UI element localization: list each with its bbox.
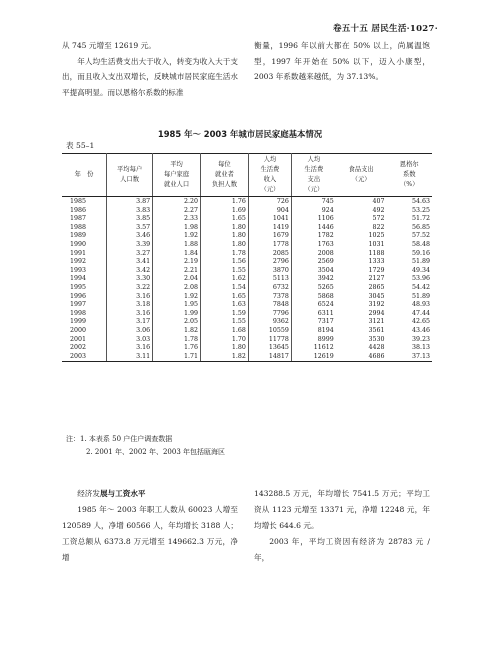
household-statistics-table [62, 153, 432, 362]
year-cell: 2003 [62, 353, 107, 362]
table-cell: 3.30 [107, 275, 153, 284]
column-header-line: 就业人口 [163, 181, 190, 188]
table-cell: 6732 [248, 284, 291, 293]
table-cell: 1.76 [200, 197, 248, 207]
table-row [62, 207, 432, 216]
intro-paragraph: 衡量，1996 年以前大都在 50% 以上，尚属温饱型，1997 年开始在 50% 以下，迈入小康型，2003 年系数越来越低，为 37.13%。 [254, 41, 430, 81]
table-cell: 9362 [248, 318, 291, 327]
table-cell: 492 [372, 206, 385, 214]
column-header-line: 生活费 [260, 166, 280, 173]
intro-text [62, 38, 430, 100]
table-cell: 1778 [248, 241, 291, 250]
table-cell: 7378 [248, 293, 291, 302]
table-cell: 1.80 [200, 232, 248, 241]
table-cell: 3942 [317, 275, 334, 283]
column-header-line: 每户家庭 [163, 171, 190, 178]
table-cell: 12619 [291, 353, 335, 362]
table-cell: 4428 [368, 344, 385, 352]
table-cell: 1.78 [200, 250, 248, 259]
year-cell: 1991 [62, 250, 107, 259]
column-header [107, 154, 153, 197]
column-header-line: 系数 [402, 171, 416, 178]
table-cell: 1.82 [200, 353, 248, 362]
table-cell: 1.98 [153, 224, 201, 233]
body-text [62, 486, 430, 566]
column-header-line: （元） [260, 186, 280, 193]
table-row [62, 344, 432, 353]
table-cell: 1.95 [153, 301, 201, 310]
column-header-line: （%） [399, 181, 419, 188]
year-cell: 1999 [62, 318, 107, 327]
year-cell: 1990 [62, 241, 107, 250]
body-left-column [62, 486, 238, 566]
column-header-line: 收入 [263, 176, 277, 183]
table-row [62, 232, 432, 241]
column-header-line: （元） [351, 176, 371, 183]
table-cell: 1.62 [200, 275, 248, 284]
column-header [291, 154, 335, 197]
column-header-line: 平均 [170, 161, 183, 168]
column-header-line: 就业者 [214, 171, 234, 178]
year-cell: 2002 [62, 344, 107, 353]
table-cell: 2796 [248, 258, 291, 267]
table-cell: 54.42 [411, 283, 430, 291]
table-cell: 1.84 [153, 250, 201, 259]
table-cell: 1.55 [200, 318, 248, 327]
table-cell: 3870 [248, 267, 291, 276]
column-header-line: （元） [304, 186, 324, 193]
table-row [62, 293, 432, 302]
table-cell: 3192 [368, 301, 385, 309]
year-cell: 1992 [62, 258, 107, 267]
table-cell: 3.42 [107, 267, 153, 276]
table-cell: 1.80 [200, 344, 248, 353]
table-cell: 11778 [248, 336, 291, 345]
table-cell: 2994 [368, 309, 385, 317]
intro-right-column [254, 38, 430, 100]
table-cell: 51.72 [411, 215, 430, 223]
year-cell: 1993 [62, 267, 107, 276]
table-row [62, 224, 432, 233]
table-row [62, 267, 432, 276]
table-cell: 57.52 [411, 232, 430, 240]
body-paragraph: 143288.5 万元，年均增长 7541.5 万元；平均工资从 1123 元增至 13371 元，净增 12248 元，年均增长 644.6 元。 [254, 489, 430, 530]
table-row [62, 250, 432, 259]
column-header-line: 恩格尔 [399, 161, 419, 168]
table-cell: 6524 [317, 301, 334, 309]
table-cell: 1.76 [153, 344, 201, 353]
table-cell: 4686 [336, 353, 387, 362]
table-cell: 39.23 [411, 335, 430, 343]
table-cell: 2865 [368, 283, 385, 291]
table-cell: 13645 [248, 344, 291, 353]
table-cell: 2008 [317, 249, 334, 257]
table-cell: 3.85 [107, 215, 153, 224]
table-cell: 1.63 [200, 301, 248, 310]
table-cell: 7317 [317, 318, 334, 326]
table-cell: 1.82 [153, 327, 201, 336]
body-right-column [254, 486, 430, 566]
table-row [62, 284, 432, 293]
year-cell: 1986 [62, 207, 107, 216]
table-row [62, 310, 432, 319]
table-cell: 47.44 [411, 309, 430, 317]
table-cell: 1025 [368, 232, 385, 240]
column-header-line: 生活费 [304, 166, 324, 173]
table-row [62, 215, 432, 224]
table-cell: 3.16 [107, 344, 153, 353]
table-cell: 1.69 [200, 207, 248, 216]
table-cell: 3504 [317, 266, 334, 274]
table-cell: 1.65 [200, 215, 248, 224]
table-cell: 2.21 [153, 267, 201, 276]
table-cell: 2.20 [153, 197, 201, 207]
table-cell: 42.65 [411, 318, 430, 326]
table-cell: 1.70 [200, 336, 248, 345]
table-row [62, 318, 432, 327]
year-cell: 1996 [62, 293, 107, 302]
column-header [153, 154, 201, 197]
table-cell: 58.48 [411, 240, 430, 248]
year-cell: 1998 [62, 310, 107, 319]
table-cell: 3.83 [107, 207, 153, 216]
table-cell: 2569 [317, 258, 334, 266]
table-cell: 1.68 [200, 327, 248, 336]
table-cell: 3.17 [107, 318, 153, 327]
table-cell: 1.99 [153, 310, 201, 319]
year-cell: 1985 [62, 197, 107, 207]
year-cell: 1997 [62, 301, 107, 310]
table-row [62, 353, 432, 362]
table-cell: 572 [372, 215, 385, 223]
table-cell: 1041 [248, 215, 291, 224]
table-cell: 3.41 [107, 258, 153, 267]
table-cell: 53.96 [411, 275, 430, 283]
year-cell: 1995 [62, 284, 107, 293]
table-cell: 1782 [317, 232, 334, 240]
table-cell: 7848 [248, 301, 291, 310]
table-note: 2. 2001 年、2002 年、2003 年包括瓯海区 [86, 448, 226, 456]
table-note: 注：1. 本表系 50 户住户调查数据 [66, 435, 173, 443]
table-cell: 726 [248, 197, 291, 207]
table-cell: 407 [372, 198, 385, 205]
table-cell: 3.39 [107, 241, 153, 250]
table-cell: 8194 [317, 326, 334, 334]
body-paragraph: 2003 年，平均工资因有经济为 28783 元 / 年， [254, 537, 430, 562]
table-cell: 51.89 [411, 292, 430, 300]
column-header-line: 支出 [307, 176, 321, 183]
table-cell: 1.92 [153, 293, 201, 302]
table-cell: 3.22 [107, 284, 153, 293]
table-row [62, 275, 432, 284]
body-paragraph: 1985 年～ 2003 年职工人数从 60023 人增至 120589 人，净增 60566 人，年均增长 3188 人；工资总额从 6373.8 万元增至 149662.3 万元，净增 [62, 505, 238, 562]
table-cell: 1.78 [153, 336, 201, 345]
table-cell: 3.03 [107, 336, 153, 345]
year-cell: 2001 [62, 336, 107, 345]
table-cell: 3.16 [107, 310, 153, 319]
table-cell: 1729 [368, 266, 385, 274]
table-cell: 51.89 [411, 258, 430, 266]
table-cell: 3.46 [107, 232, 153, 241]
table-cell: 1.71 [153, 353, 201, 362]
table-cell: 7796 [248, 310, 291, 319]
table-cell: 3045 [368, 292, 385, 300]
table-cell: 11612 [313, 344, 334, 352]
intro-paragraph: 从 745 元增至 12619 元。 [62, 41, 156, 50]
table-cell: 59.16 [411, 249, 430, 257]
table-cell: 1763 [317, 240, 334, 248]
column-header-line: 食品支出 [348, 166, 374, 173]
table-cell: 49.34 [411, 266, 430, 274]
table-cell: 1446 [317, 223, 334, 231]
column-header-line: 平均每户 [116, 166, 143, 173]
table-cell: 1679 [248, 232, 291, 241]
table-row [62, 327, 432, 336]
table-cell: 38.13 [411, 344, 430, 352]
table-cell: 8999 [317, 335, 334, 343]
column-header [336, 154, 387, 197]
table-cell: 1.56 [200, 258, 248, 267]
running-head: 卷五十五 居民生活·1027· [332, 24, 438, 34]
table-cell: 1.55 [200, 267, 248, 276]
column-header-line: 每位 [218, 161, 231, 168]
column-header [387, 154, 433, 197]
table-cell: 2.19 [153, 258, 201, 267]
table-cell: 3121 [368, 318, 385, 326]
table-cell: 5868 [317, 292, 334, 300]
table-number: 表 55–1 [66, 141, 95, 150]
table-cell: 1333 [368, 258, 385, 266]
column-header-line: 人均 [307, 156, 321, 163]
table-cell: 3.18 [107, 301, 153, 310]
table-cell: 3.06 [107, 327, 153, 336]
table-row [62, 258, 432, 267]
table-cell: 3.16 [107, 293, 153, 302]
table-cell: 48.93 [411, 301, 430, 309]
table-cell: 822 [372, 223, 385, 231]
table-cell: 3561 [368, 326, 385, 334]
year-cell: 1988 [62, 224, 107, 233]
column-header-line: 人口数 [120, 176, 140, 183]
table-row [62, 241, 432, 250]
table-title: 1985 年～ 2003 年城市居民家庭基本情况 [157, 129, 323, 139]
table-cell: 14817 [248, 353, 291, 362]
table-cell: 10559 [248, 327, 291, 336]
section-heading-prefix: 经济发 [77, 489, 100, 498]
intro-paragraph: 年人均生活费支出大于收入，转变为收入大于支出，而且收入支出双增长，反映城市居民家庭生活水平提高明显。而以恩格尔系数的标准 [62, 56, 238, 97]
table-cell: 3530 [368, 335, 385, 343]
table-cell: 37.13 [387, 353, 433, 362]
table-notes [66, 433, 225, 459]
table-cell: 1.80 [200, 224, 248, 233]
table-cell: 1.88 [153, 241, 201, 250]
column-header-line: 年 份 [74, 171, 94, 178]
table-cell: 2.05 [153, 318, 201, 327]
table-cell: 3.27 [107, 250, 153, 259]
table-cell: 3.57 [107, 224, 153, 233]
table-cell: 54.63 [411, 198, 430, 205]
table-cell: 2.33 [153, 215, 201, 224]
table-cell: 745 [321, 198, 334, 205]
table-cell: 1419 [248, 224, 291, 233]
section-heading [62, 486, 238, 502]
year-cell: 2000 [62, 327, 107, 336]
table-cell: 6311 [317, 309, 334, 317]
table-cell: 924 [321, 206, 334, 214]
year-cell: 1989 [62, 232, 107, 241]
table-cell: 1031 [368, 240, 385, 248]
table-cell: 56.85 [411, 223, 430, 231]
table-cell: 2085 [248, 250, 291, 259]
column-header-line: 负担人数 [211, 181, 238, 188]
table-cell: 2.08 [153, 284, 201, 293]
table-body [62, 197, 432, 362]
table-cell: 1106 [317, 215, 334, 223]
intro-left-column [62, 38, 238, 100]
table-cell: 2127 [368, 275, 385, 283]
table-cell: 53.25 [411, 206, 430, 214]
column-header [62, 154, 107, 197]
table-cell: 43.46 [411, 326, 430, 334]
table-cell: 2.04 [153, 275, 201, 284]
table-cell: 904 [248, 207, 291, 216]
column-header [248, 154, 291, 197]
year-cell: 1994 [62, 275, 107, 284]
table-cell: 1.65 [200, 293, 248, 302]
table-cell: 3.87 [107, 197, 153, 207]
column-header-line: 人均 [263, 156, 277, 163]
table-cell: 5265 [317, 283, 334, 291]
year-cell: 1987 [62, 215, 107, 224]
table-header [62, 154, 432, 197]
table-row [62, 301, 432, 310]
table-cell: 5113 [248, 275, 291, 284]
table-cell: 1188 [368, 249, 385, 257]
table-row [62, 336, 432, 345]
column-header [200, 154, 248, 197]
table-cell: 1.92 [153, 232, 201, 241]
table-cell: 1.80 [200, 241, 248, 250]
table-cell: 1.54 [200, 284, 248, 293]
table-row [62, 197, 432, 207]
table-cell: 3.11 [107, 353, 153, 362]
table-cell: 2.27 [153, 207, 201, 216]
section-heading-bold: 展与工资水平 [99, 489, 146, 498]
table-cell: 1.59 [200, 310, 248, 319]
